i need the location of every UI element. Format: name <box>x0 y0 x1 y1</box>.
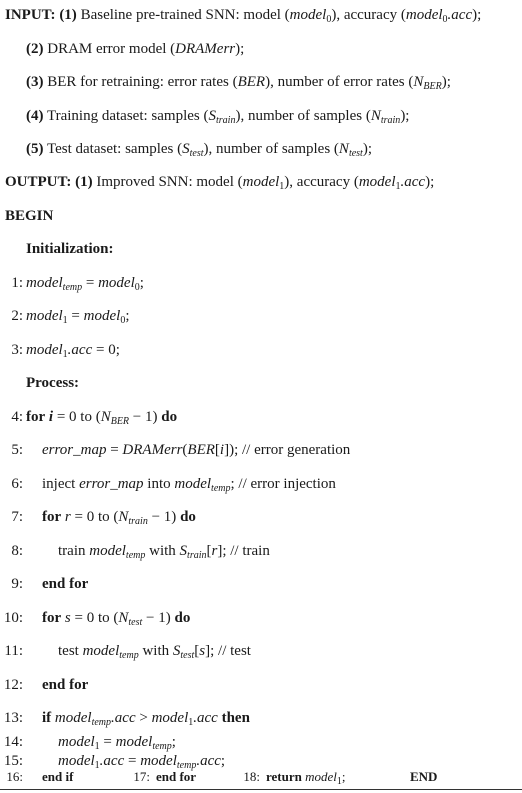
input-label: INPUT: <box>5 7 56 23</box>
bottom-rule <box>0 789 522 790</box>
input-line-2: (2) DRAM error model (DRAMerr); <box>26 41 245 57</box>
process-heading: Process: <box>26 375 80 391</box>
begin-keyword: BEGIN <box>5 208 54 224</box>
output-label: OUTPUT: <box>5 174 72 190</box>
input-line-1: INPUT: (1) Baseline pre-trained SNN: model (model$_0$), accuracy (model$_0$.acc); <box>5 7 482 25</box>
output-line: OUTPUT: (1) Improved SNN: model (model$_1$), accuracy (model$_1$.acc); <box>5 174 435 192</box>
input-line-3: (3) BER for retraining: error rates (BER), number of error rates $(N_{BER})$; <box>26 74 451 92</box>
end-keyword: END <box>410 769 438 784</box>
input-line-4: (4) Training dataset: samples $(S_{train})$, number of samples $(N_{train})$; <box>26 108 410 126</box>
input-line-5: (5) Test dataset: samples $(S_{test})$, number of samples $(N_{test})$; <box>26 141 372 159</box>
initialization-heading: Initialization: <box>26 241 114 257</box>
